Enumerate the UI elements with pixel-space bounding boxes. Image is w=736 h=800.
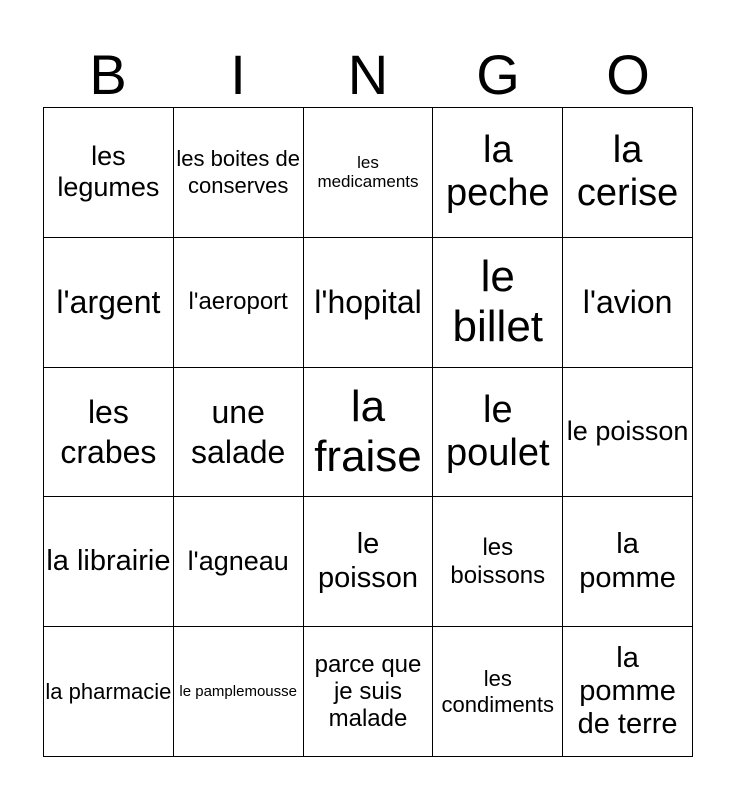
bingo-cell[interactable] <box>433 108 563 238</box>
cell-text: la librairie <box>46 544 171 577</box>
cell-text: l'aeroport <box>188 288 288 316</box>
cell-text: la cerise <box>576 129 679 215</box>
cell-text: les crabes <box>60 393 157 470</box>
bingo-cell[interactable] <box>304 238 434 368</box>
cell-text: les medicaments <box>317 152 419 192</box>
bingo-cell[interactable] <box>44 108 174 238</box>
header-letter-b: B <box>89 43 127 106</box>
bingo-cell[interactable] <box>174 108 304 238</box>
cell-text: le billet <box>452 252 544 352</box>
header-letter-n: N <box>347 43 389 106</box>
cell-text: le poisson <box>566 416 689 447</box>
bingo-cell[interactable] <box>174 368 304 498</box>
bingo-cell[interactable] <box>304 368 434 498</box>
cell-text: les legumes <box>57 141 160 203</box>
cell-text: le pamplemousse <box>179 682 297 700</box>
cell-text: la peche <box>446 129 550 215</box>
cell-text: parce que je suis malade <box>314 650 422 733</box>
cell-text: l'argent <box>56 283 161 320</box>
cell-text: la pomme de terre <box>577 642 678 740</box>
cell-text: le poulet <box>446 389 550 474</box>
bingo-cell[interactable] <box>563 497 693 627</box>
cell-text: les boites de conserves <box>176 145 300 199</box>
bingo-cell[interactable] <box>563 238 693 368</box>
bingo-cell[interactable] <box>563 368 693 498</box>
bingo-cell[interactable] <box>44 497 174 627</box>
bingo-cell[interactable] <box>174 497 304 627</box>
bingo-cell[interactable] <box>304 497 434 627</box>
cell-text: la fraise <box>314 382 422 481</box>
cell-text: la pomme <box>579 528 676 594</box>
bingo-cell[interactable] <box>174 238 304 368</box>
bingo-cell[interactable] <box>174 627 304 757</box>
cell-text: le poisson <box>318 528 418 594</box>
cell-text: l'hopital <box>314 283 422 320</box>
bingo-cell[interactable] <box>44 238 174 368</box>
bingo-cell[interactable] <box>304 108 434 238</box>
bingo-cell[interactable] <box>304 627 434 757</box>
bingo-grid <box>43 107 693 757</box>
bingo-header <box>43 42 693 108</box>
bingo-cell[interactable] <box>563 627 693 757</box>
cell-text: les condiments <box>441 666 555 717</box>
bingo-cell[interactable] <box>44 368 174 498</box>
cell-text: une salade <box>191 393 286 470</box>
cell-text: l'agneau <box>187 546 289 577</box>
header-letter-o: O <box>606 43 650 106</box>
bingo-cell[interactable] <box>433 238 563 368</box>
bingo-cell[interactable] <box>44 627 174 757</box>
bingo-cell[interactable] <box>563 108 693 238</box>
bingo-cell[interactable] <box>433 497 563 627</box>
cell-text: la pharmacie <box>45 678 172 704</box>
bingo-cell[interactable] <box>433 368 563 498</box>
cell-text: les boissons <box>450 533 546 589</box>
cell-text: l'avion <box>582 283 673 320</box>
bingo-cell[interactable] <box>433 627 563 757</box>
header-letter-i: I <box>230 43 246 106</box>
header-letter-g: G <box>476 43 520 106</box>
